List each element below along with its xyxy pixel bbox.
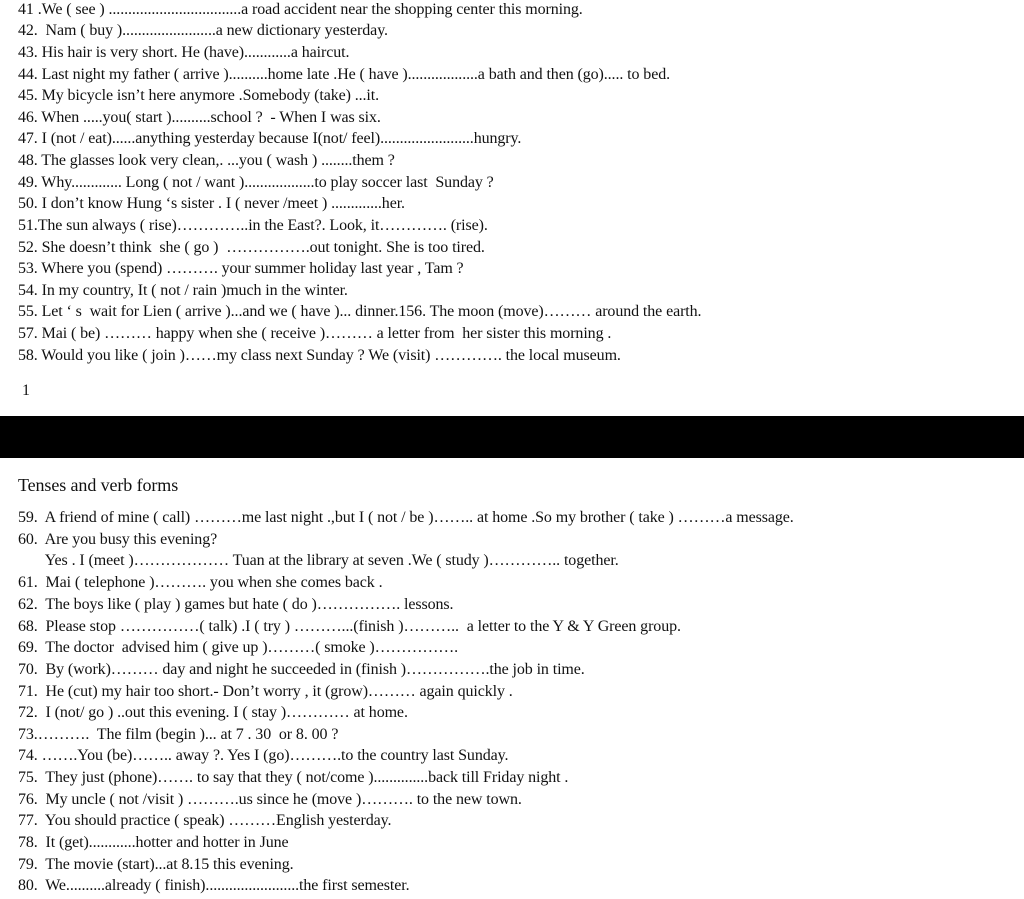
- exercise-line: 57. Mai ( be) ……… happy when she ( receive )……… a letter from her sister this morning .: [18, 325, 612, 342]
- exercise-line: 50. I don’t know Hung ‘s sister . I ( never /meet ) .............her.: [18, 195, 405, 212]
- exercise-line: 55. Let ‘ s wait for Lien ( arrive )...and we ( have )... dinner.156. The moon (move)……… around the earth.: [18, 303, 702, 320]
- exercise-line: 74. …….You (be)…….. away ?. Yes I (go)……….to the country last Sunday.: [18, 747, 509, 764]
- exercise-line: 52. She doesn’t think she ( go ) …………….out tonight. She is too tired.: [18, 239, 485, 256]
- exercise-line: 54. In my country, It ( not / rain )much in the winter.: [18, 282, 348, 299]
- exercise-line: 46. When .....you( start )..........school ? - When I was six.: [18, 109, 381, 126]
- exercise-line: 62. The boys like ( play ) games but hate ( do )……………. lessons.: [18, 596, 454, 613]
- exercise-line: 75. They just (phone)……. to say that they ( not/come )..............back till Friday night .: [18, 769, 569, 786]
- exercise-line: Yes . I (meet )……………… Tuan at the library at seven .We ( study )………….. together.: [18, 552, 619, 569]
- exercise-line: 60. Are you busy this evening?: [18, 531, 218, 548]
- page-number: 1: [22, 382, 30, 399]
- exercise-line: 70. By (work)……… day and night he succeeded in (finish )…………….the job in time.: [18, 661, 585, 678]
- exercise-line: 53. Where you (spend) ………. your summer holiday last year , Tam ?: [18, 260, 464, 277]
- exercise-line: 41 .We ( see ) ..................................a road accident near the shopping center this morning.: [18, 1, 583, 18]
- exercise-line: 79. The movie (start)...at 8.15 this evening.: [18, 856, 294, 873]
- worksheet-page-top: [0, 0, 1024, 416]
- exercise-line: 73.………. The film (begin )... at 7 . 30 or 8. 00 ?: [18, 726, 339, 743]
- exercise-line: 80. We..........already ( finish)........................the first semester.: [18, 877, 410, 894]
- exercise-line: 59. A friend of mine ( call) ………me last night .,but I ( not / be )…….. at home .So my brother ( take ) ………a message.: [18, 509, 794, 526]
- page-divider: [0, 416, 1024, 458]
- exercise-line: 47. I (not / eat)......anything yesterday because I(not/ feel)........................hungry.: [18, 130, 522, 147]
- exercise-line: 68. Please stop ……………( talk) .I ( try ) ………...(finish )……….. a letter to the Y & Y Green group.: [18, 618, 681, 635]
- exercise-line: 49. Why............. Long ( not / want )..................to play soccer last Sunday ?: [18, 174, 494, 191]
- exercise-line: 72. I (not/ go ) ..out this evening. I ( stay )………… at home.: [18, 704, 408, 721]
- exercise-line: 42. Nam ( buy )........................a new dictionary yesterday.: [18, 22, 388, 39]
- exercise-line: 51.The sun always ( rise)…………..in the East?. Look, it…………. (rise).: [18, 217, 488, 234]
- exercise-line: 58. Would you like ( join )……my class next Sunday ? We (visit) …………. the local museum.: [18, 347, 621, 364]
- exercise-line: 71. He (cut) my hair too short.- Don’t worry , it (grow)……… again quickly .: [18, 683, 513, 700]
- exercise-line: 69. The doctor advised him ( give up )………( smoke )…………….: [18, 639, 459, 656]
- exercise-line: 76. My uncle ( not /visit ) ……….us since he (move )………. to the new town.: [18, 791, 522, 808]
- exercise-line: 61. Mai ( telephone )………. you when she comes back .: [18, 574, 383, 591]
- exercise-line: 77. You should practice ( speak) ………English yesterday.: [18, 812, 392, 829]
- exercise-line: 44. Last night my father ( arrive )..........home late .He ( have )..................a bath and then (go)..... to bed.: [18, 66, 671, 83]
- exercise-line: 78. It (get)............hotter and hotter in June: [18, 834, 289, 851]
- worksheet-page-bottom: [0, 458, 1024, 899]
- section-title: Tenses and verb forms: [18, 475, 179, 495]
- exercise-line: 45. My bicycle isn’t here anymore .Somebody (take) ...it.: [18, 87, 380, 104]
- exercise-line: 48. The glasses look very clean,. ...you ( wash ) ........them ?: [18, 152, 395, 169]
- exercise-line: 43. His hair is very short. He (have)............a haircut.: [18, 44, 350, 61]
